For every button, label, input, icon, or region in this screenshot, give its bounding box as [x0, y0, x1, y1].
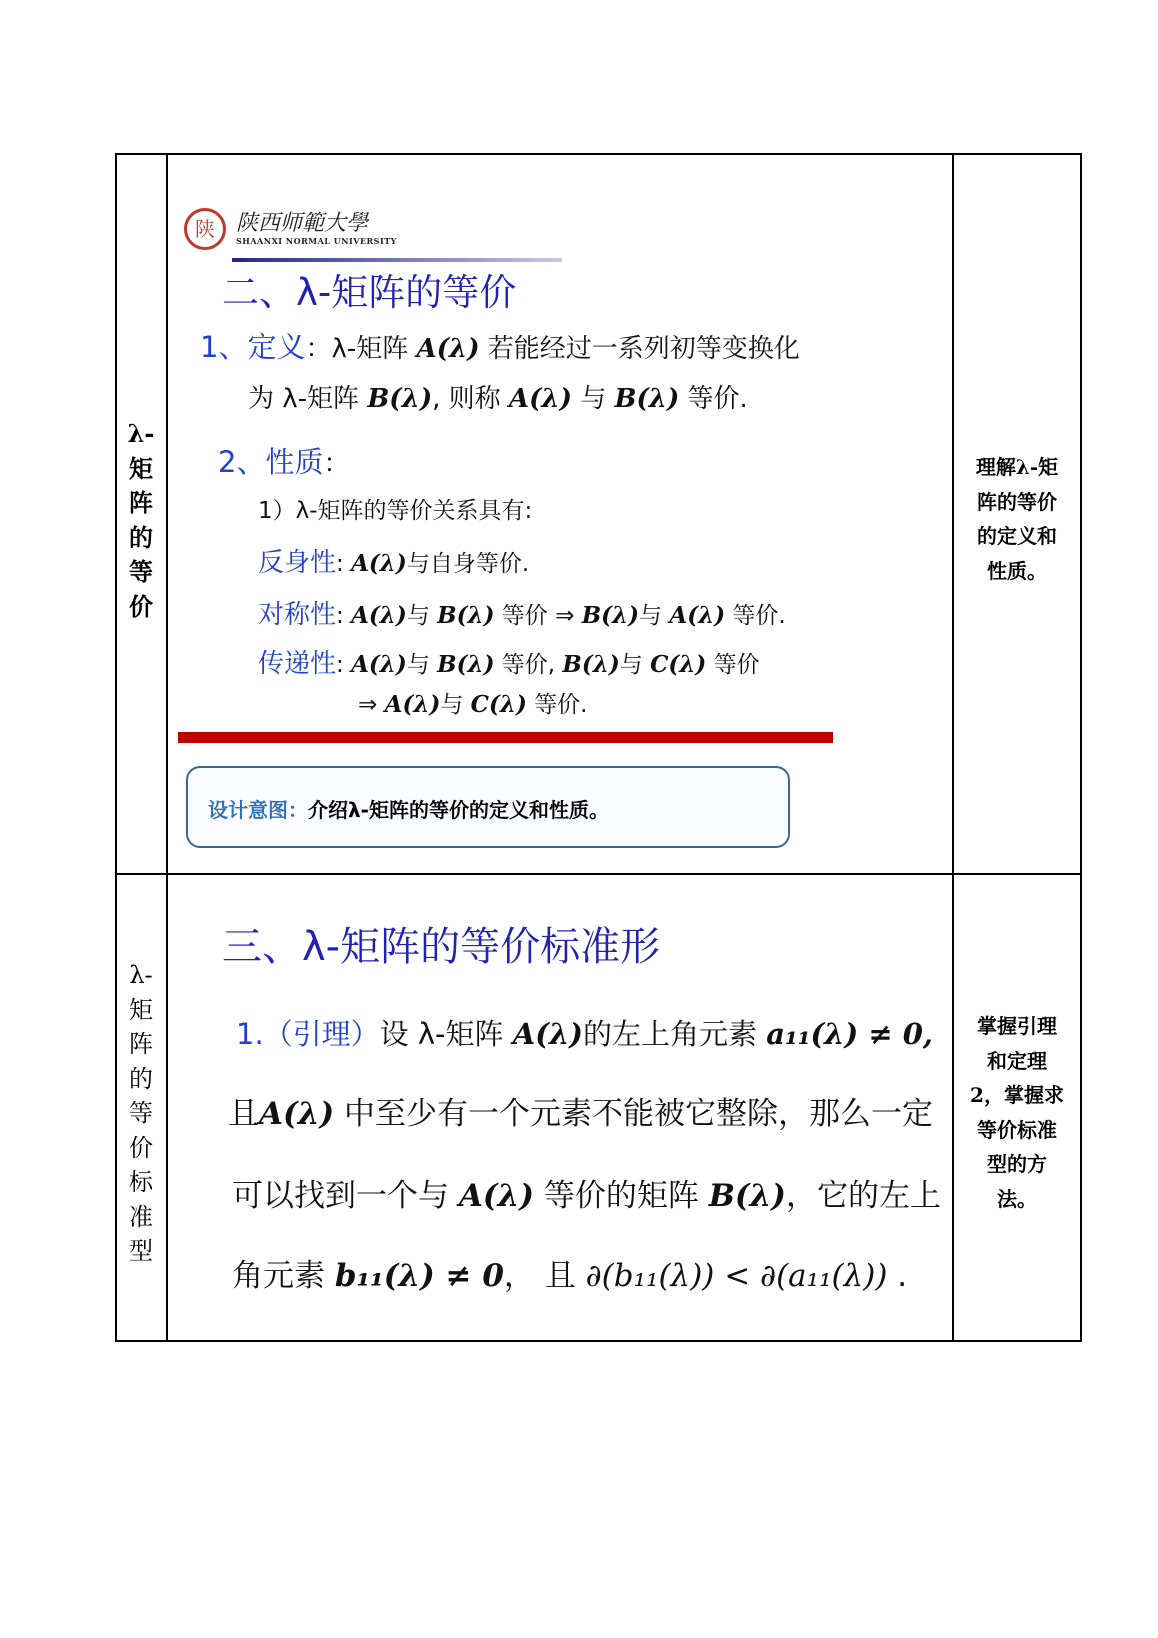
design-intent-box: [186, 766, 790, 848]
design-intent-label: 设计意图：: [208, 798, 308, 822]
matrix-b: B(λ): [581, 602, 640, 629]
lemma-text: 角元素: [232, 1258, 335, 1294]
matrix-a: A(λ): [384, 691, 441, 718]
row2-objective-line: 2，掌握求: [970, 1083, 1064, 1107]
matrix-b: B(λ): [367, 384, 433, 414]
matrix-a: A(λ): [669, 602, 726, 629]
matrix-a: A(λ): [508, 384, 572, 414]
symmetric-end: 等价.: [725, 603, 786, 629]
definition-colon: ：: [305, 334, 332, 364]
element-a11: a₁₁(λ) ≠ 0,: [766, 1017, 933, 1051]
lemma-text: 可以找到一个与: [232, 1178, 459, 1214]
word-dengjia: 等价: [494, 603, 548, 629]
matrix-b: B(λ): [437, 602, 495, 629]
slide-heading-equivalence: 二、λ-矩阵的等价: [222, 271, 517, 314]
definition-number: 1、定义: [200, 330, 306, 364]
table-border-bottom: [115, 1340, 1082, 1342]
slide-bottom-bar: [178, 732, 833, 743]
colon: :: [336, 652, 352, 678]
row2-label-char: 型: [129, 1237, 153, 1265]
lemma-line-2: [228, 1088, 933, 1133]
symmetric-line: [258, 594, 786, 631]
row1-label-char: 价: [129, 591, 153, 621]
definition-text: 等价.: [679, 384, 748, 414]
row1-objective-line: 理解λ-矩: [975, 455, 1059, 479]
definition-text: 若能经过一系列初等变换化: [479, 334, 800, 364]
reflexive-label: 反身性: [258, 548, 337, 578]
matrix-a: A(λ): [351, 550, 407, 577]
university-name-cn: 陕西师範大學: [236, 211, 369, 236]
lemma-text: 且: [228, 1096, 259, 1132]
row1-topic-label: [123, 417, 159, 624]
element-b11: b₁₁(λ) ≠ 0: [334, 1258, 504, 1294]
lemma-text: ， 且: [503, 1258, 586, 1294]
row2-label-char: 价: [129, 1133, 153, 1162]
row1-label-char: 阵: [129, 488, 153, 517]
matrix-a: A(λ): [416, 334, 480, 364]
word-dengjia: 等价: [494, 652, 548, 678]
symmetric-label: 对称性: [258, 600, 337, 630]
matrix-c: C(λ): [650, 651, 707, 678]
row2-label-char: 等: [129, 1099, 153, 1127]
row2-topic-label: [123, 958, 159, 1269]
slide-heading-canonical-form: 三、λ-矩阵的等价标准形: [222, 924, 661, 970]
implies-symbol: ⇒: [547, 603, 582, 629]
implies-symbol: ⇒: [358, 692, 385, 718]
row2-label-char: 准: [129, 1202, 153, 1231]
definition-text: 与: [571, 384, 615, 414]
row2-label-char: λ-: [129, 961, 153, 989]
definition-text: λ-矩阵: [331, 334, 417, 364]
university-seal-icon: 陕: [184, 208, 226, 250]
matrix-a: A(λ): [512, 1017, 584, 1051]
row2-objective-line: 和定理: [987, 1048, 1047, 1073]
lemma-text: ，它的左上: [785, 1178, 941, 1214]
matrix-c: C(λ): [470, 691, 527, 718]
reflexive-text: 与自身等价.: [406, 551, 530, 577]
row2-label-char: 矩: [129, 995, 153, 1024]
lemma-text: 中至少有一个元素不能被它整除，那么一定: [334, 1096, 933, 1132]
design-intent-text: [208, 794, 609, 823]
period: .: [887, 1258, 908, 1294]
row2-objective-line: 法。: [997, 1186, 1037, 1211]
properties-number: 2、性质: [218, 445, 324, 479]
properties-sub: 1）λ-矩阵的等价关系具有:: [258, 498, 533, 524]
matrix-a: A(λ): [351, 651, 407, 678]
matrix-b: B(λ): [562, 651, 620, 678]
row2-label-char: 阵: [129, 1030, 153, 1058]
properties-heading: [218, 440, 349, 481]
table-row-divider: [115, 873, 1082, 875]
row2-objective: [956, 1009, 1078, 1216]
lemma-text: 等价的矩阵: [533, 1178, 709, 1214]
matrix-a: A(λ): [458, 1178, 534, 1214]
table-border-left: [115, 153, 117, 1342]
row1-label-char: λ-: [127, 419, 155, 448]
table-border-right: [1080, 153, 1082, 1342]
colon: :: [336, 551, 352, 577]
transitive-line-2: [358, 686, 587, 719]
row1-label-char: 等: [129, 557, 153, 586]
conj-yu: 与: [639, 603, 670, 629]
conj-yu: 与: [406, 603, 438, 629]
degree-inequality: ∂(b₁₁(λ)) < ∂(a₁₁(λ)): [585, 1258, 888, 1294]
definition-text: , 则称: [432, 384, 509, 414]
row2-objective-line: 掌握引理: [977, 1014, 1057, 1038]
word-dengjia: 等价: [706, 652, 760, 678]
matrix-a: A(λ): [259, 1096, 335, 1132]
row1-objective-line: 的定义和: [977, 524, 1057, 548]
row2-objective-line: 型的方: [987, 1152, 1047, 1176]
reflexive-line: [258, 542, 529, 579]
lemma-line-3: [232, 1170, 941, 1215]
table-border-top: [115, 153, 1082, 155]
comma: ,: [547, 652, 563, 678]
matrix-b: B(λ): [614, 384, 680, 414]
university-name-en: SHAANXI NORMAL UNIVERSITY: [236, 236, 397, 246]
definition-line-2: [248, 378, 748, 415]
row1-objective: [956, 450, 1078, 588]
conj-yu: 与: [440, 692, 471, 718]
conj-yu: 与: [619, 652, 651, 678]
lemma-number: 1.（引理）: [236, 1017, 380, 1051]
row1-label-char: 矩: [129, 453, 153, 483]
definition-line-1: [200, 325, 800, 366]
lemma-text: 设 λ-矩阵: [379, 1017, 513, 1051]
transitive-label: 传递性: [258, 649, 337, 679]
matrix-b: B(λ): [708, 1178, 786, 1214]
row1-label-char: 的: [129, 522, 153, 552]
colon: :: [336, 603, 352, 629]
design-intent-content: 介绍λ-矩阵的等价的定义和性质。: [308, 798, 609, 822]
conj-yu: 与: [406, 652, 438, 678]
matrix-a: A(λ): [351, 602, 407, 629]
row1-objective-line: 阵的等价: [977, 489, 1057, 514]
transitive-line-1: [258, 643, 760, 680]
transitive-end: 等价.: [526, 692, 588, 718]
university-logo: [184, 206, 397, 266]
row1-objective-line: 性质。: [987, 558, 1047, 583]
lemma-line-1: [236, 1012, 933, 1053]
row2-label-char: 标: [129, 1168, 153, 1196]
row2-objective-line: 等价标准: [977, 1117, 1057, 1142]
definition-text: 为 λ-矩阵: [248, 384, 368, 414]
row2-label-char: 的: [129, 1064, 153, 1093]
table-col-divider-2: [952, 153, 954, 1342]
lemma-line-4: [232, 1250, 907, 1295]
matrix-b: B(λ): [437, 651, 495, 678]
properties-colon: ：: [323, 449, 350, 479]
table-col-divider-1: [166, 153, 168, 1342]
lemma-text: 的左上角元素: [583, 1017, 767, 1051]
